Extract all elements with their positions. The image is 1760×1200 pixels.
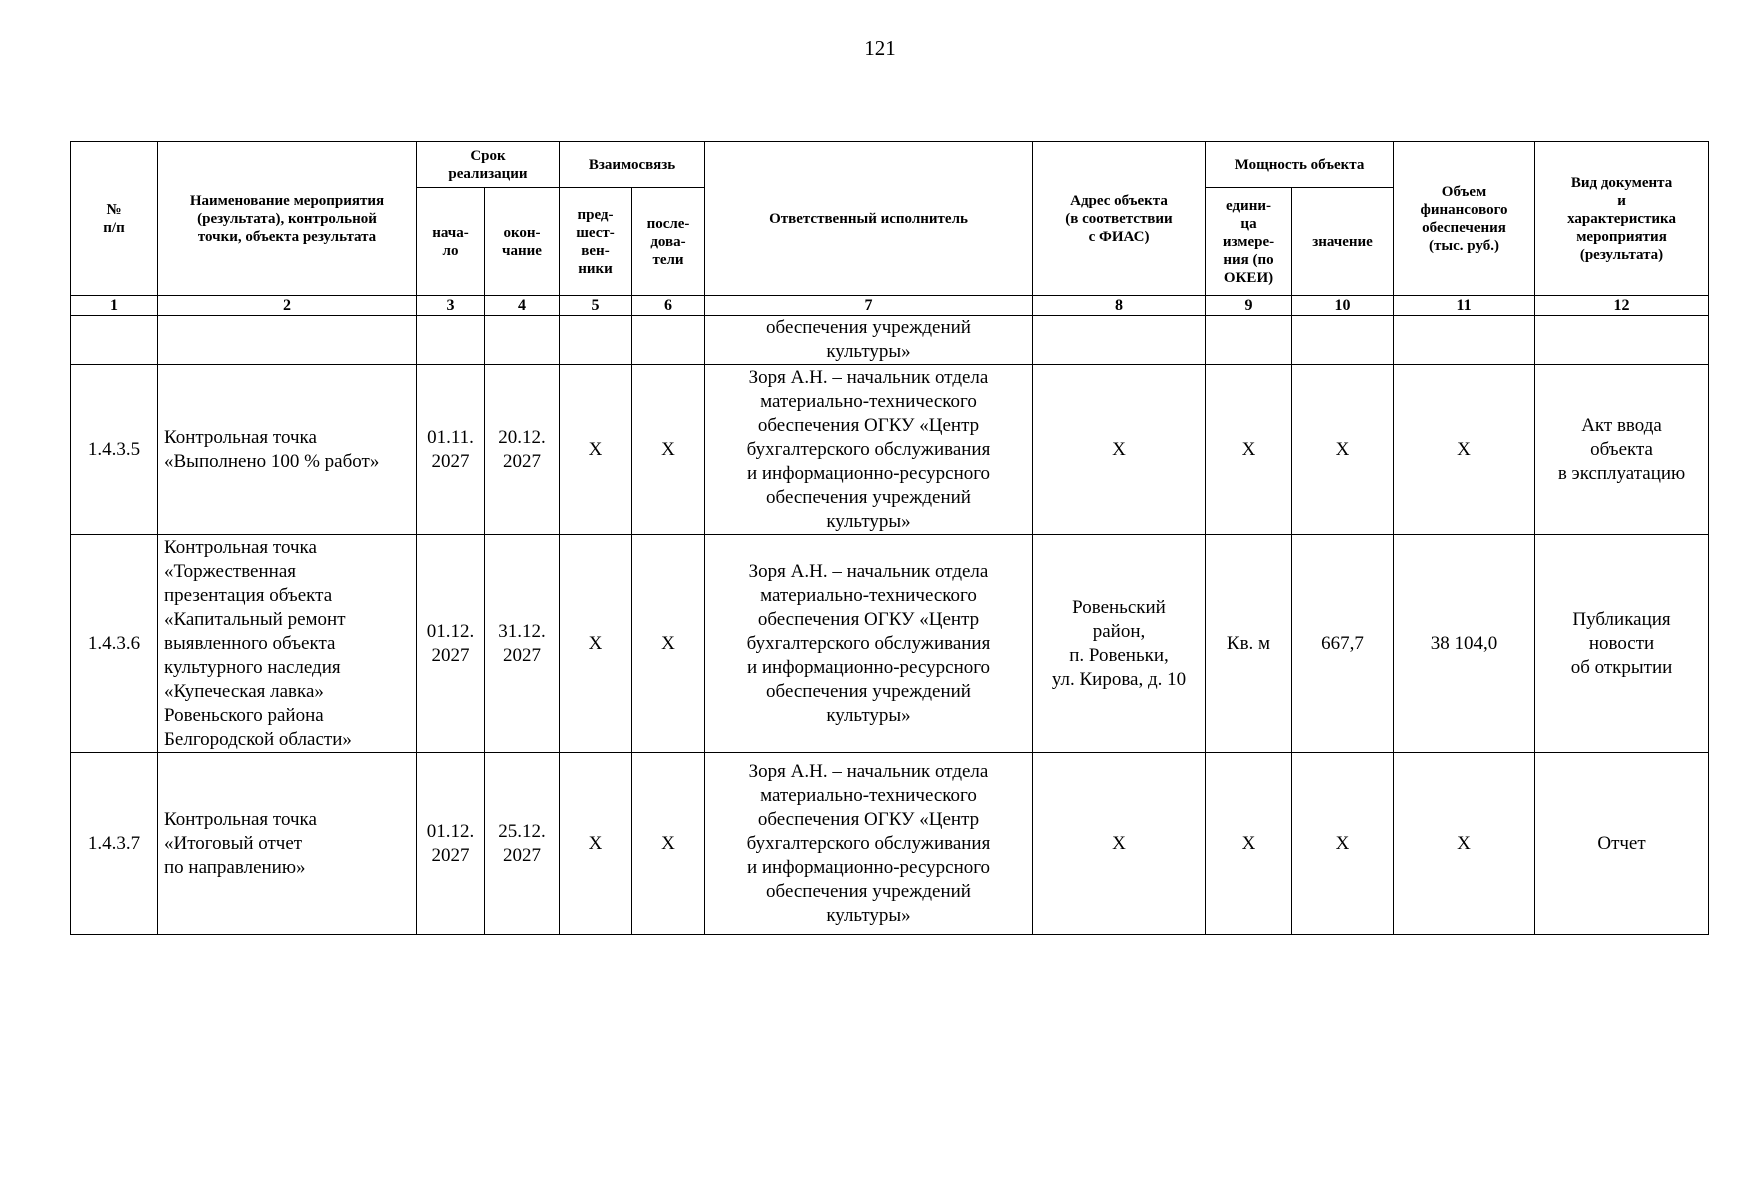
row-start: 01.12. 2027 <box>417 535 485 753</box>
table-cell <box>632 316 705 365</box>
table-cell <box>1206 316 1292 365</box>
header-name: Наименование мероприятия (результата), контрольной точки, объекта результата <box>158 142 417 296</box>
row-unit: X <box>1206 753 1292 935</box>
row-name: Контрольная точка «Выполнено 100 % работ» <box>158 365 417 535</box>
column-number: 4 <box>485 296 560 316</box>
column-number: 8 <box>1033 296 1206 316</box>
row-pred: X <box>560 753 632 935</box>
row-name: Контрольная точка «Торжественная презентация объекта «Капитальный ремонт выявленного объекта культурного наследия «Купеческая лавка» Ровеньского района Белгородской области» <box>158 535 417 753</box>
row-num: 1.4.3.6 <box>71 535 158 753</box>
row-value: X <box>1292 365 1394 535</box>
table-row <box>71 535 1709 753</box>
row-post: X <box>632 753 705 935</box>
row-doc: Публикация новости об открытии <box>1535 535 1709 753</box>
row-executor: Зоря А.Н. – начальник отдела материально-технического обеспечения ОГКУ «Центр бухгалтерского обслуживания и информационно-ресурсного обеспечения учреждений культуры» <box>705 365 1033 535</box>
column-number: 3 <box>417 296 485 316</box>
row-end: 20.12. 2027 <box>485 365 560 535</box>
header-num: № п/п <box>71 142 158 296</box>
header-address: Адрес объекта (в соответствии с ФИАС) <box>1033 142 1206 296</box>
header-unit: едини- ца измере- ния (по ОКЕИ) <box>1206 188 1292 296</box>
header-period: Срок реализации <box>417 142 560 188</box>
table-cell <box>1033 316 1206 365</box>
table-cell <box>71 316 158 365</box>
table-cell <box>1292 316 1394 365</box>
column-number: 2 <box>158 296 417 316</box>
header-executor: Ответственный исполнитель <box>705 142 1033 296</box>
header-doc: Вид документа и характеристика мероприятия (результата) <box>1535 142 1709 296</box>
header-finance: Объем финансового обеспечения (тыс. руб.) <box>1394 142 1535 296</box>
column-number: 5 <box>560 296 632 316</box>
header-pred: пред- шест- вен- ники <box>560 188 632 296</box>
row-end: 25.12. 2027 <box>485 753 560 935</box>
row-value: X <box>1292 753 1394 935</box>
column-number: 9 <box>1206 296 1292 316</box>
column-number-row <box>71 296 1709 316</box>
row-pred: X <box>560 365 632 535</box>
row-post: X <box>632 535 705 753</box>
header-start: нача- ло <box>417 188 485 296</box>
row-unit: X <box>1206 365 1292 535</box>
column-number: 12 <box>1535 296 1709 316</box>
row-address: X <box>1033 753 1206 935</box>
table-row <box>71 365 1709 535</box>
row-start: 01.12. 2027 <box>417 753 485 935</box>
row-address: Ровеньский район, п. Ровеньки, ул. Кирова, д. 10 <box>1033 535 1206 753</box>
header-row-1 <box>71 142 1709 188</box>
table-cell <box>417 316 485 365</box>
continuation-executor: обеспечения учреждений культуры» <box>705 316 1033 365</box>
row-post: X <box>632 365 705 535</box>
row-address: X <box>1033 365 1206 535</box>
row-doc: Отчет <box>1535 753 1709 935</box>
header-post: после- дова- тели <box>632 188 705 296</box>
row-num: 1.4.3.5 <box>71 365 158 535</box>
header-capacity: Мощность объекта <box>1206 142 1394 188</box>
header-link: Взаимосвязь <box>560 142 705 188</box>
column-number: 11 <box>1394 296 1535 316</box>
table-cell <box>158 316 417 365</box>
column-number: 7 <box>705 296 1033 316</box>
row-start: 01.11. 2027 <box>417 365 485 535</box>
row-name: Контрольная точка «Итоговый отчет по направлению» <box>158 753 417 935</box>
table-cell <box>560 316 632 365</box>
table-row <box>71 753 1709 935</box>
page-number: 121 <box>864 36 896 60</box>
continuation-row <box>71 316 1709 365</box>
row-unit: Кв. м <box>1206 535 1292 753</box>
row-doc: Акт ввода объекта в эксплуатацию <box>1535 365 1709 535</box>
row-value: 667,7 <box>1292 535 1394 753</box>
table-cell <box>1535 316 1709 365</box>
column-number: 6 <box>632 296 705 316</box>
row-end: 31.12. 2027 <box>485 535 560 753</box>
row-num: 1.4.3.7 <box>71 753 158 935</box>
schedule-table <box>70 141 1709 935</box>
header-end: окон- чание <box>485 188 560 296</box>
header-value: значение <box>1292 188 1394 296</box>
row-finance: 38 104,0 <box>1394 535 1535 753</box>
row-executor: Зоря А.Н. – начальник отдела материально-технического обеспечения ОГКУ «Центр бухгалтерского обслуживания и информационно-ресурсного обеспечения учреждений культуры» <box>705 535 1033 753</box>
row-executor: Зоря А.Н. – начальник отдела материально-технического обеспечения ОГКУ «Центр бухгалтерского обслуживания и информационно-ресурсного обеспечения учреждений культуры» <box>705 753 1033 935</box>
row-pred: X <box>560 535 632 753</box>
column-number: 1 <box>71 296 158 316</box>
row-finance: X <box>1394 753 1535 935</box>
row-finance: X <box>1394 365 1535 535</box>
table-cell <box>485 316 560 365</box>
column-number: 10 <box>1292 296 1394 316</box>
table-cell <box>1394 316 1535 365</box>
